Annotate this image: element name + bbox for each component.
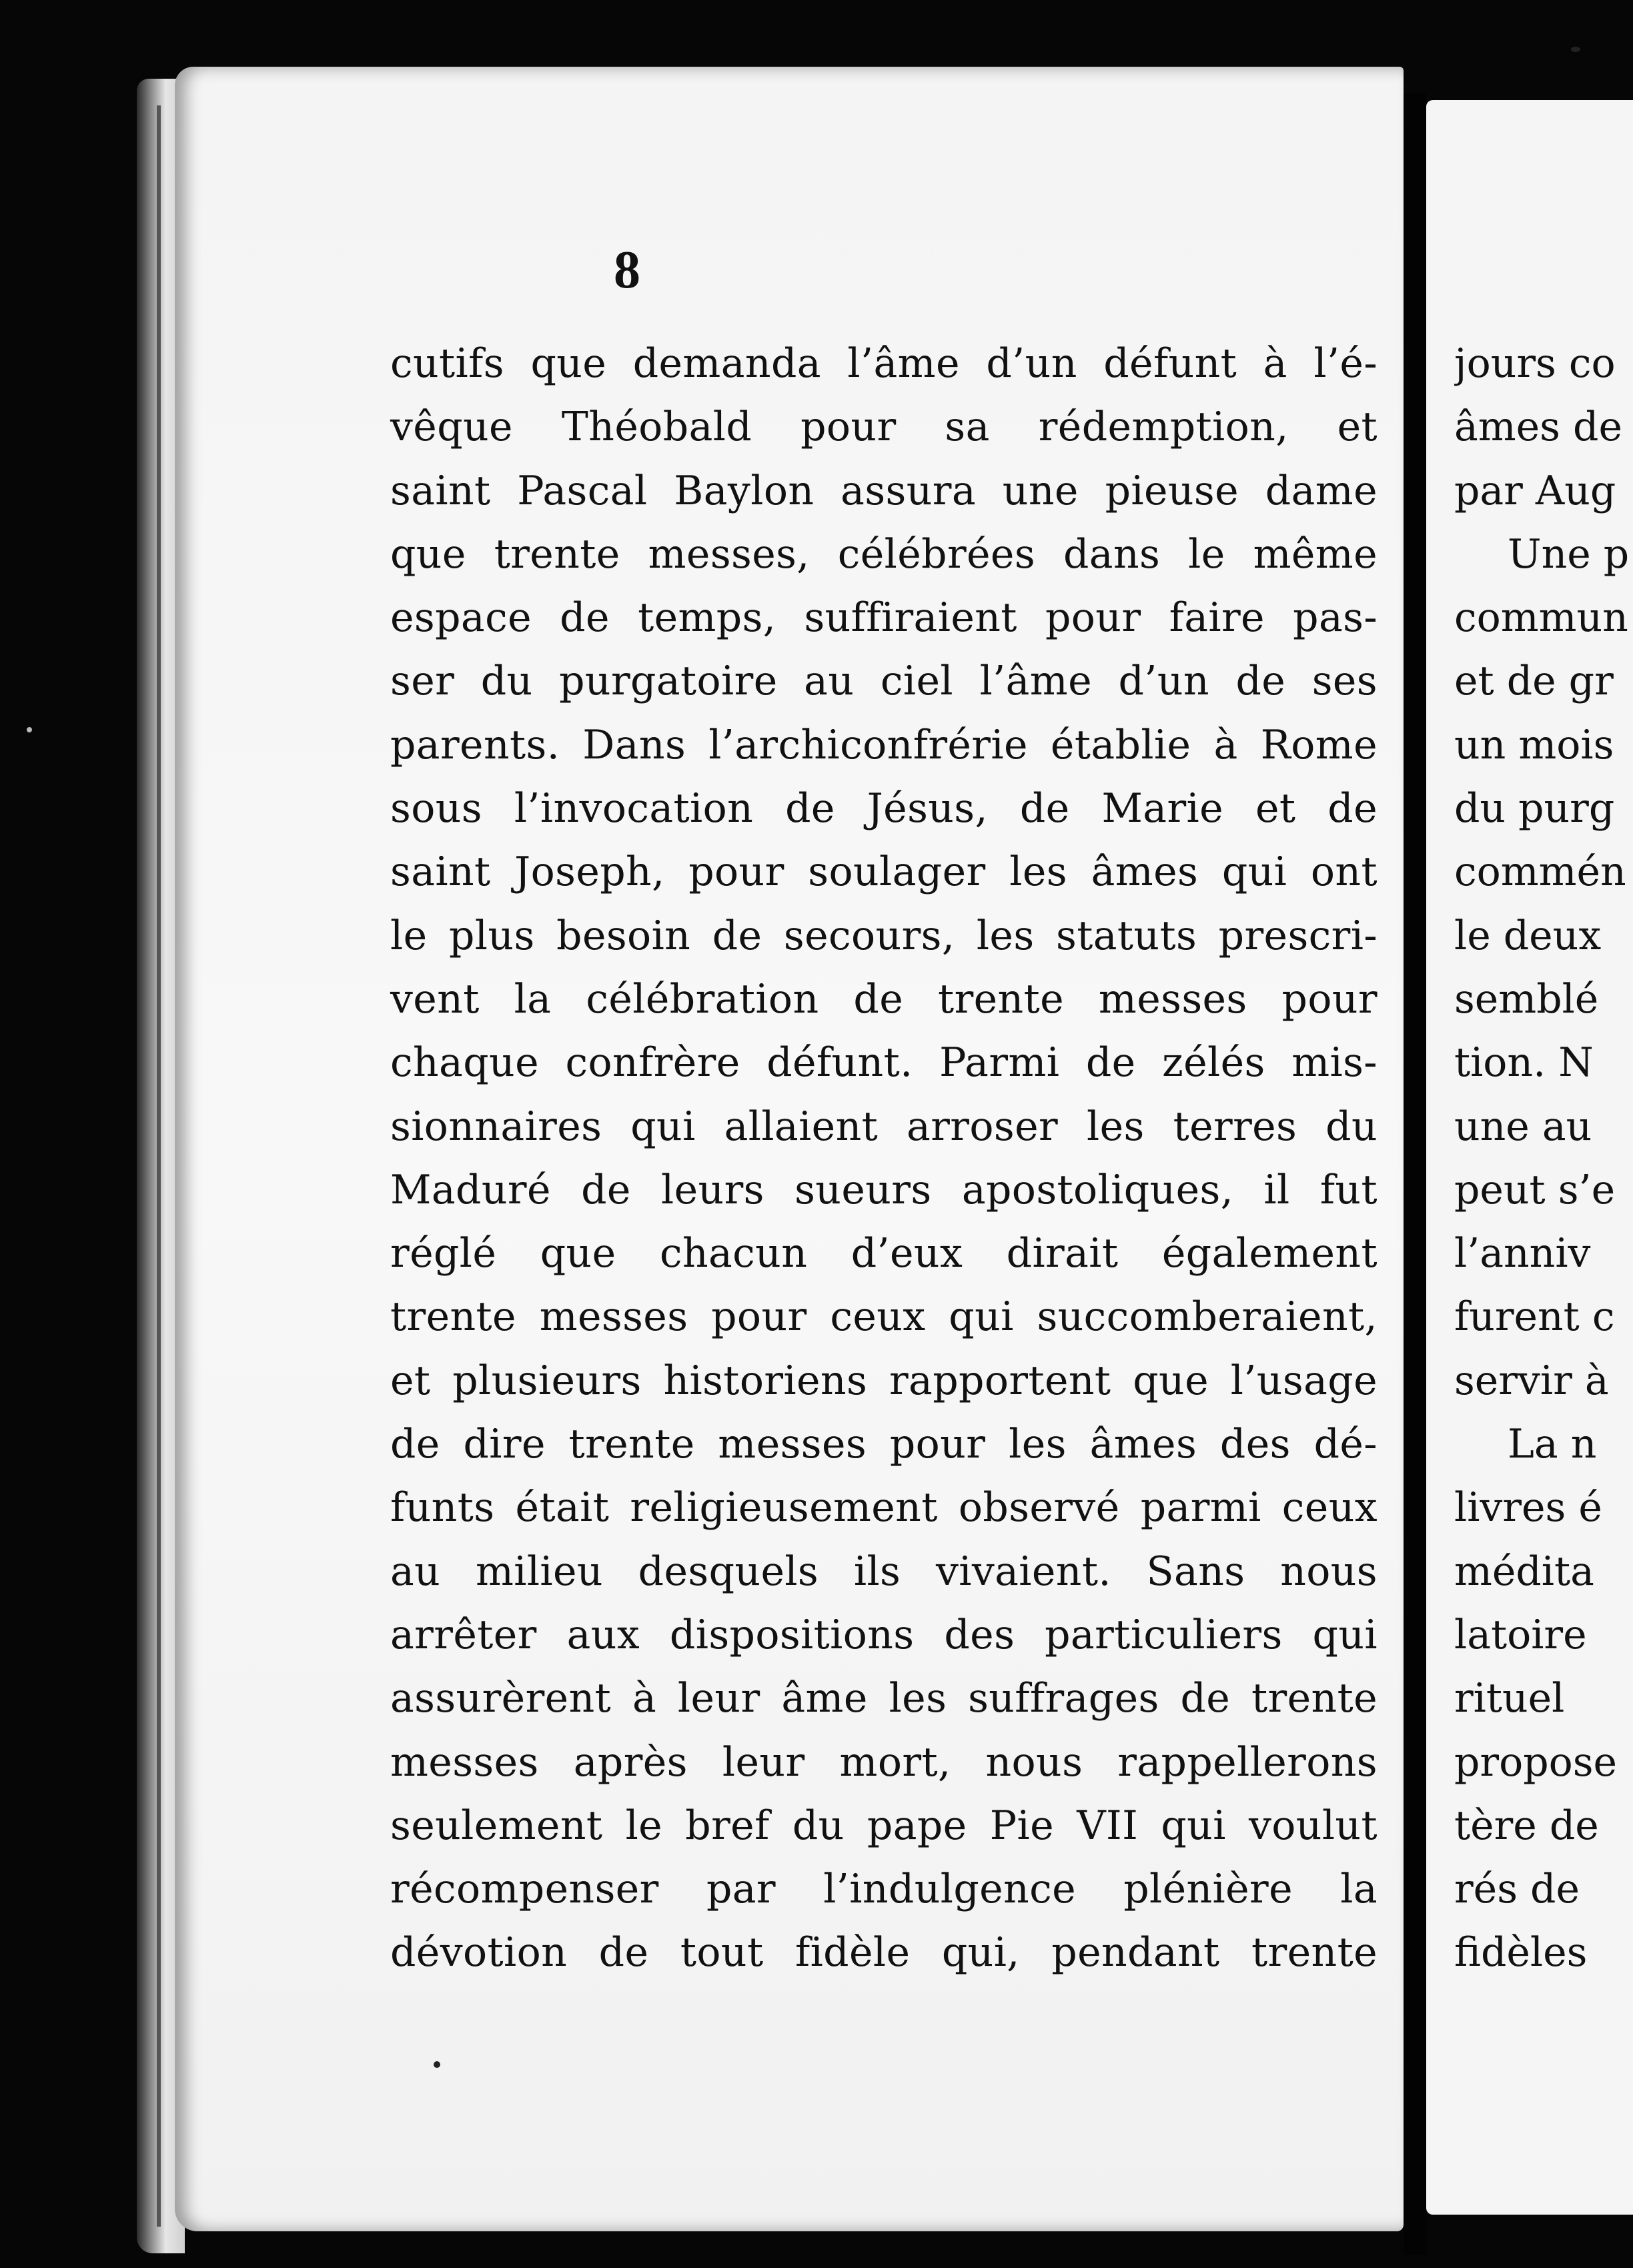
text-line: âmes de — [1454, 404, 1622, 451]
ink-speck — [1571, 47, 1580, 52]
text-line: récompenser par l’indulgence plénière la — [390, 1866, 1378, 1913]
text-line: latoire — [1454, 1611, 1587, 1658]
text-line: le deux — [1454, 912, 1602, 959]
page-number: 8 — [614, 241, 640, 300]
text-line: fidèles — [1454, 1929, 1588, 1976]
text-line: que trente messes, célébrées dans le même — [390, 530, 1378, 578]
text-line: messes après leur mort, nous rappellerons — [390, 1738, 1378, 1786]
text-line: de dire trente messes pour les âmes des dé- — [390, 1421, 1378, 1468]
left-page-text — [390, 332, 1378, 1985]
text-line: vêque Théobald pour sa rédemption, et — [390, 404, 1378, 451]
text-line: une au — [1454, 1103, 1592, 1150]
ink-speck — [434, 2061, 440, 2068]
text-line: tion. N — [1454, 1039, 1594, 1087]
text-line: chaque confrère défunt. Parmi de zélés mis- — [390, 1039, 1378, 1087]
text-line: assurèrent à leur âme les suffrages de trente — [390, 1675, 1378, 1722]
text-line: espace de temps, suffiraient pour faire pas- — [390, 594, 1378, 642]
text-line: furent c — [1454, 1293, 1615, 1341]
text-line: parents. Dans l’archiconfrérie établie à Rome — [390, 721, 1378, 768]
text-line: servir à — [1454, 1357, 1609, 1404]
text-line: l’anniv — [1454, 1230, 1591, 1277]
text-line: funts était religieusement observé parmi ceux — [390, 1484, 1378, 1532]
text-line: saint Joseph, pour soulager les âmes qui ont — [390, 848, 1378, 896]
text-line: dévotion de tout fidèle qui, pendant trente — [390, 1929, 1378, 1976]
text-line: jours co — [1454, 340, 1616, 387]
text-line: médita — [1454, 1548, 1594, 1595]
text-line: livres é — [1454, 1484, 1602, 1532]
text-line: La n — [1508, 1421, 1597, 1468]
text-line: commén — [1454, 848, 1626, 896]
text-line: Maduré de leurs sueurs apostoliques, il fut — [390, 1166, 1378, 1213]
text-line: vent la célébration de trente messes pour — [390, 975, 1378, 1023]
text-line: peut s’e — [1454, 1166, 1616, 1213]
text-line: saint Pascal Baylon assura une pieuse dame — [390, 467, 1378, 514]
text-line: par Aug — [1454, 467, 1616, 514]
text-line: propose — [1454, 1738, 1618, 1786]
book-gutter — [1404, 93, 1426, 2255]
text-line: cutifs que demanda l’âme d’un défunt à l’é- — [390, 340, 1378, 387]
right-page-text — [1454, 332, 1633, 1985]
text-line: un mois — [1454, 721, 1614, 768]
text-line: du purg — [1454, 785, 1615, 832]
text-line: rituel — [1454, 1675, 1565, 1722]
text-line: semblé — [1454, 975, 1599, 1023]
text-line: rés de — [1454, 1866, 1580, 1913]
text-line: commun — [1454, 594, 1628, 642]
text-line: trente messes pour ceux qui succomberaient, — [390, 1293, 1378, 1341]
text-line: seulement le bref du pape Pie VII qui voulut — [390, 1802, 1378, 1849]
text-line: réglé que chacun d’eux dirait également — [390, 1230, 1378, 1277]
text-line: sous l’invocation de Jésus, de Marie et de — [390, 785, 1378, 832]
text-line: Une p — [1508, 530, 1630, 578]
text-line: et de gr — [1454, 658, 1614, 705]
text-line: au milieu desquels ils vivaient. Sans nous — [390, 1548, 1378, 1595]
text-line: arrêter aux dispositions des particuliers qui — [390, 1611, 1378, 1658]
text-line: sionnaires qui allaient arroser les terres du — [390, 1103, 1378, 1150]
text-line: le plus besoin de secours, les statuts prescri- — [390, 912, 1378, 959]
text-line: et plusieurs historiens rapportent que l’usage — [390, 1357, 1378, 1404]
text-line: ser du purgatoire au ciel l’âme d’un de ses — [390, 658, 1378, 705]
text-line: tère de — [1454, 1802, 1599, 1849]
ink-speck — [27, 727, 32, 732]
